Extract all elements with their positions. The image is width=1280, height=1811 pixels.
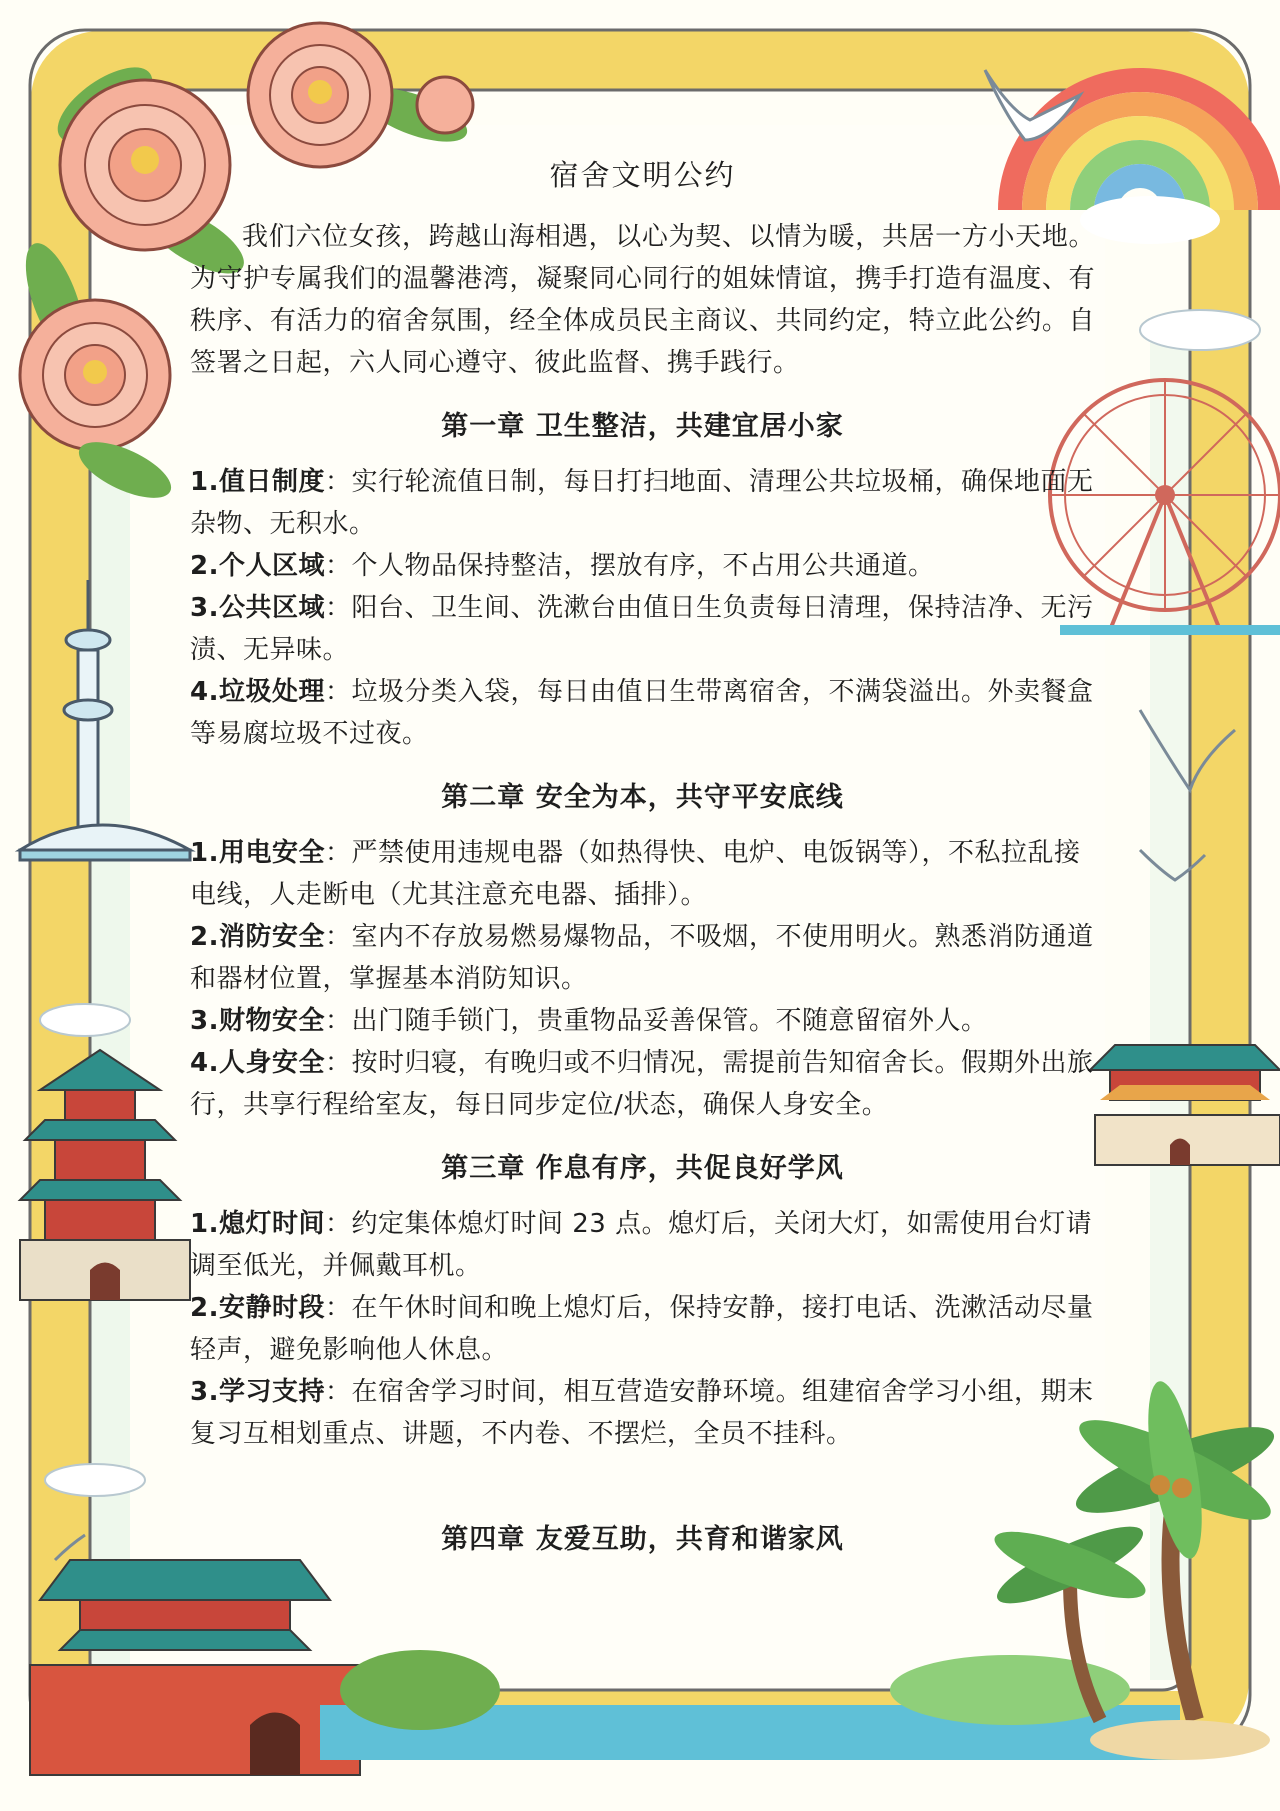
clause [190, 1203, 1095, 1287]
clause-term: 4.垃圾处理 [190, 677, 325, 707]
clause-term: 1.用电安全 [190, 838, 325, 868]
clause [190, 587, 1095, 671]
bush [340, 1650, 500, 1730]
page-title: 宿舍文明公约 [549, 158, 736, 192]
clause-term: 2.安静时段 [190, 1293, 325, 1323]
clause [190, 1000, 1095, 1042]
clause-text: ：个人物品保持整洁，摆放有序，不占用公共通道。 [324, 551, 935, 581]
intro-paragraph: 我们六位女孩，跨越山海相遇，以心为契、以情为暖，共居一方小天地。为守护专属我们的温馨港湾，凝聚同心同行的姐妹情谊，携手打造有温度、有秩序、有活力的宿舍氛围，经全体成员民主商议、共同约定，特立此公约。自签署之日起，六人同心遵守、彼此监督、携手践行。 [190, 222, 1095, 378]
clause-term: 3.财物安全 [190, 1006, 325, 1036]
clause-term: 4.人身安全 [190, 1048, 325, 1078]
clause-text: ：在午休时间和晚上熄灯后，保持安静，接打电话、洗漱活动尽量轻声，避免影响他人休息。 [190, 1293, 1094, 1365]
chapter-title: 第二章 安全为本，共守平安底线 [441, 782, 844, 813]
clause [190, 916, 1095, 1000]
clause-term: 2.消防安全 [190, 922, 325, 952]
chapter-title: 第一章 卫生整洁，共建宜居小家 [441, 411, 844, 442]
clause-text: ：严禁使用违规电器（如热得快、电炉、电饭锅等），不私拉乱接电线，人走断电（尤其注意充电器、插排）。 [190, 838, 1081, 910]
clause [190, 832, 1095, 916]
chapters [190, 404, 1095, 1556]
clause-text: ：垃圾分类入袋，每日由值日生带离宿舍，不满袋溢出。外卖餐盒等易腐垃圾不过夜。 [190, 677, 1094, 749]
clause [190, 1042, 1095, 1126]
clause-term: 3.公共区域 [190, 593, 325, 623]
clause-text: ：室内不存放易燃易爆物品，不吸烟，不使用明火。熟悉消防通道和器材位置，掌握基本消防知识。 [190, 922, 1094, 994]
clause-term: 1.熄灯时间 [190, 1209, 325, 1239]
clause [190, 545, 1095, 587]
clause-text: ：实行轮流值日制，每日打扫地面、清理公共垃圾桶，确保地面无杂物、无积水。 [190, 467, 1094, 539]
clause-term: 2.个人区域 [190, 551, 325, 581]
clause-text: ：约定集体熄灯时间 23 点。熄灯后，关闭大灯，如需使用台灯请调至低光，并佩戴耳机。 [190, 1209, 1093, 1281]
pact-content [190, 140, 1095, 1660]
clause [190, 671, 1095, 755]
clause-text: ：在宿舍学习时间，相互营造安静环境。组建宿舍学习小组，期末复习互相划重点、讲题，不内卷、不摆烂，全员不挂科。 [190, 1377, 1094, 1449]
clause [190, 1371, 1095, 1455]
clause [190, 461, 1095, 545]
clause-text: ：按时归寝，有晚归或不归情况，需提前告知宿舍长。假期外出旅行，共享行程给室友，每日同步定位/状态，确保人身安全。 [190, 1048, 1094, 1120]
clause-text: ：出门随手锁门，贵重物品妥善保管。不随意留宿外人。 [324, 1006, 988, 1036]
chapter-title: 第四章 友爱互助，共育和谐家风 [441, 1524, 844, 1555]
chapter-title: 第三章 作息有序，共促良好学风 [441, 1153, 844, 1184]
clause [190, 1287, 1095, 1371]
clause-term: 1.值日制度 [190, 467, 325, 497]
clause-text: ：阳台、卫生间、洗漱台由值日生负责每日清理，保持洁净、无污渍、无异味。 [190, 593, 1094, 665]
clause-term: 3.学习支持 [190, 1377, 325, 1407]
